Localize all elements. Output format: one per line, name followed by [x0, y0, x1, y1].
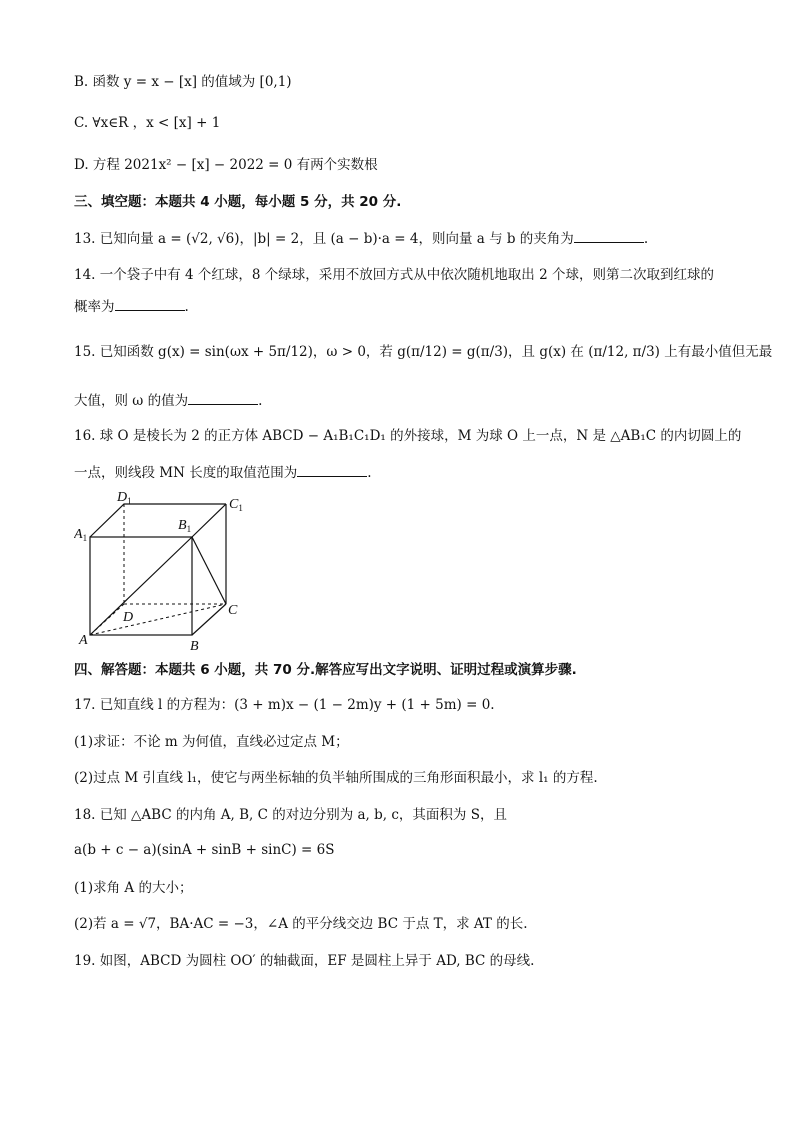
label-d: D [123, 610, 134, 625]
question-13 [74, 228, 648, 249]
answer-blank-15 [188, 390, 258, 405]
question-16-text: 一点，则线段 MN 长度的取值范围为 [74, 465, 298, 481]
label-a: A [79, 633, 88, 648]
answer-blank-16 [297, 462, 367, 477]
question-18-part1: (1)求角 A 的大小； [74, 880, 193, 896]
option-b: B. 函数 y = x − [x] 的值域为 [0,1) [74, 74, 292, 90]
question-14-tail: . [184, 299, 189, 315]
question-18-formula: a(b + c − a)(sinA + sinB + sinC) = 6S [74, 842, 335, 858]
answer-blank-13 [574, 228, 644, 243]
label-c1: $C_1$ [229, 497, 243, 513]
question-15-line1: 15. 已知函数 g(x) = sin(ωx + 5π/12)，ω > 0，若 g(π/12) = g(π/3)，且 g(x) 在 (π/12, π/3) 上有最小值但无最 [74, 344, 773, 360]
option-d: D. 方程 2021x² − [x] − 2022 = 0 有两个实数根 [74, 157, 378, 173]
answer-blank-14 [115, 296, 185, 311]
label-d1: $D_1$ [117, 490, 132, 506]
question-17-part1: (1)求证：不论 m 为何值，直线必过定点 M； [74, 734, 349, 750]
question-17-line1: 17. 已知直线 l 的方程为：(3 + m)x − (1 − 2m)y + (1 + 5m) = 0. [74, 697, 495, 713]
section-heading-solutions: 四、解答题：本题共 6 小题，共 70 分.解答应写出文字说明、证明过程或演算步骤. [74, 662, 577, 678]
question-15-line2 [74, 390, 262, 411]
question-14-line1: 14. 一个袋子中有 4 个红球，8 个绿球，采用不放回方式从中依次随机地取出 2 个球，则第二次取到红球的 [74, 267, 714, 283]
question-14-line2 [74, 296, 189, 317]
label-b1: $B_1$ [178, 518, 192, 534]
label-b: B [190, 639, 199, 654]
question-19-line1: 19. 如图，ABCD 为圆柱 OO′ 的轴截面，EF 是圆柱上异于 AD, BC 的母线. [74, 953, 535, 969]
label-c: C [228, 603, 238, 618]
cube-figure [74, 490, 254, 655]
question-18-line1: 18. 已知 △ABC 的内角 A, B, C 的对边分别为 a, b, c，其面积为 S，且 [74, 807, 507, 823]
question-18-part2: (2)若 a = √7，BA·AC = −3，∠A 的平分线交边 BC 于点 T，求 AT 的长. [74, 916, 528, 932]
question-14-text: 概率为 [74, 299, 115, 315]
question-13-text: 13. 已知向量 a = (√2, √6)，|b| = 2，且 (a − b)·a = 4，则向量 a 与 b 的夹角为 [74, 231, 574, 247]
question-17-part2: (2)过点 M 引直线 l₁，使它与两坐标轴的负半轴所围成的三角形面积最小，求 l₁ 的方程. [74, 770, 598, 786]
option-c: C. ∀x∈R ，x < [x] + 1 [74, 115, 221, 131]
question-15-tail: . [258, 393, 263, 409]
question-16-line1: 16. 球 O 是棱长为 2 的正方体 ABCD − A₁B₁C₁D₁ 的外接球，M 为球 O 上一点，N 是 △AB₁C 的内切圆上的 [74, 428, 742, 444]
question-16-tail: . [367, 465, 372, 481]
question-13-tail: . [643, 231, 649, 247]
section-heading-fill-in: 三、填空题：本题共 4 小题，每小题 5 分，共 20 分. [74, 194, 402, 210]
question-15-text: 大值，则 ω 的值为 [74, 393, 189, 409]
label-a1: $A_1$ [74, 527, 88, 543]
question-16-line2 [74, 462, 372, 483]
